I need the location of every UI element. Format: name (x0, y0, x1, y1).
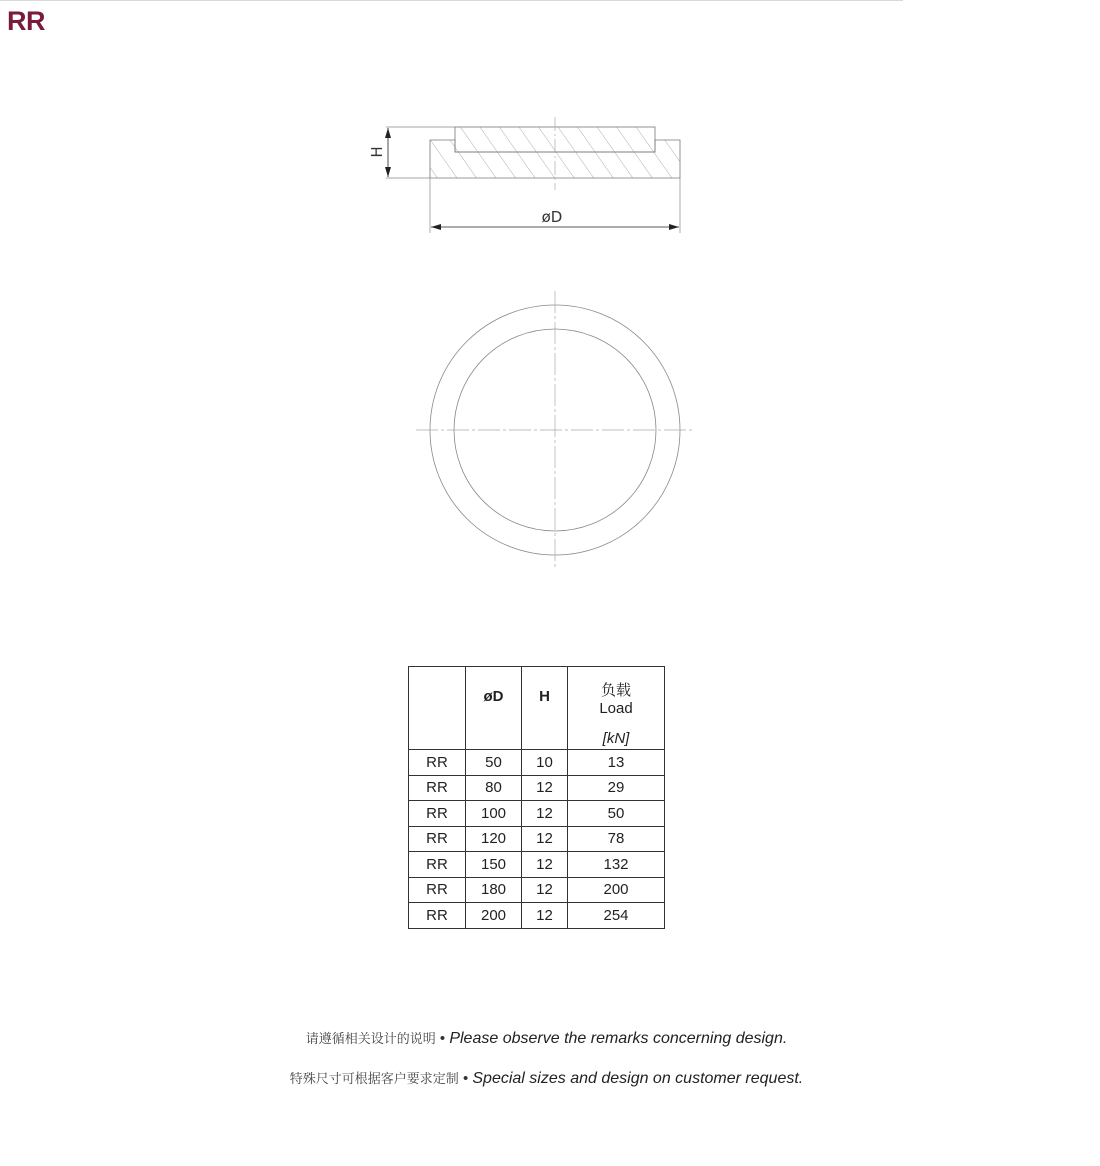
cell-load: 200 (568, 877, 665, 903)
cell-diameter: 180 (466, 877, 522, 903)
cell-name: RR (409, 801, 466, 827)
cell-diameter: 100 (466, 801, 522, 827)
table-row (409, 877, 665, 903)
cell-height: 12 (522, 775, 568, 801)
product-code-title: RR (7, 6, 45, 36)
header-load (568, 667, 665, 750)
header-height-label: H (539, 688, 550, 705)
remark-cn: 请遵循相关设计的说明 (305, 1032, 436, 1047)
table-row (409, 801, 665, 827)
cell-load: 254 (568, 903, 665, 929)
cell-name: RR (409, 903, 466, 929)
cell-load: 29 (568, 775, 665, 801)
cell-diameter: 80 (466, 775, 522, 801)
remark-en: Please observe the remarks concerning design. (449, 1030, 788, 1047)
header-load-unit: [kN] (602, 730, 630, 747)
diameter-dimension-label: øD (541, 208, 563, 226)
table-header-row (409, 667, 665, 750)
table-row (409, 775, 665, 801)
cell-height: 12 (522, 826, 568, 852)
cell-load: 78 (568, 826, 665, 852)
remark-separator: • (439, 1030, 446, 1047)
cell-diameter: 50 (466, 750, 522, 776)
header-height (522, 667, 568, 750)
cell-height: 12 (522, 903, 568, 929)
table-row (409, 903, 665, 929)
specification-table (408, 666, 665, 929)
header-load-en: Load (599, 700, 633, 717)
header-load-cn: 负载 (600, 681, 631, 699)
table-row (409, 852, 665, 878)
header-name (409, 667, 466, 750)
table-row (409, 826, 665, 852)
cell-name: RR (409, 877, 466, 903)
cell-diameter: 200 (466, 903, 522, 929)
cell-name: RR (409, 852, 466, 878)
header-diameter (466, 667, 522, 750)
design-remark-note (0, 1028, 1093, 1048)
cell-height: 12 (522, 801, 568, 827)
cell-load: 132 (568, 852, 665, 878)
cell-diameter: 120 (466, 826, 522, 852)
table-row (409, 750, 665, 776)
special-separator: • (462, 1070, 469, 1087)
special-cn: 特殊尺寸可根据客户要求定制 (289, 1072, 459, 1087)
cell-diameter: 150 (466, 852, 522, 878)
cell-load: 50 (568, 801, 665, 827)
cell-name: RR (409, 826, 466, 852)
cell-height: 12 (522, 852, 568, 878)
height-dimension-label: H (368, 146, 386, 158)
cell-name: RR (409, 750, 466, 776)
special-sizes-note (0, 1068, 1093, 1088)
cell-height: 10 (522, 750, 568, 776)
cell-name: RR (409, 775, 466, 801)
top-view (416, 291, 694, 569)
cell-load: 13 (568, 750, 665, 776)
side-section-view (368, 117, 680, 233)
special-en: Special sizes and design on customer request. (472, 1070, 804, 1087)
cell-height: 12 (522, 877, 568, 903)
header-diameter-label: øD (483, 688, 504, 705)
